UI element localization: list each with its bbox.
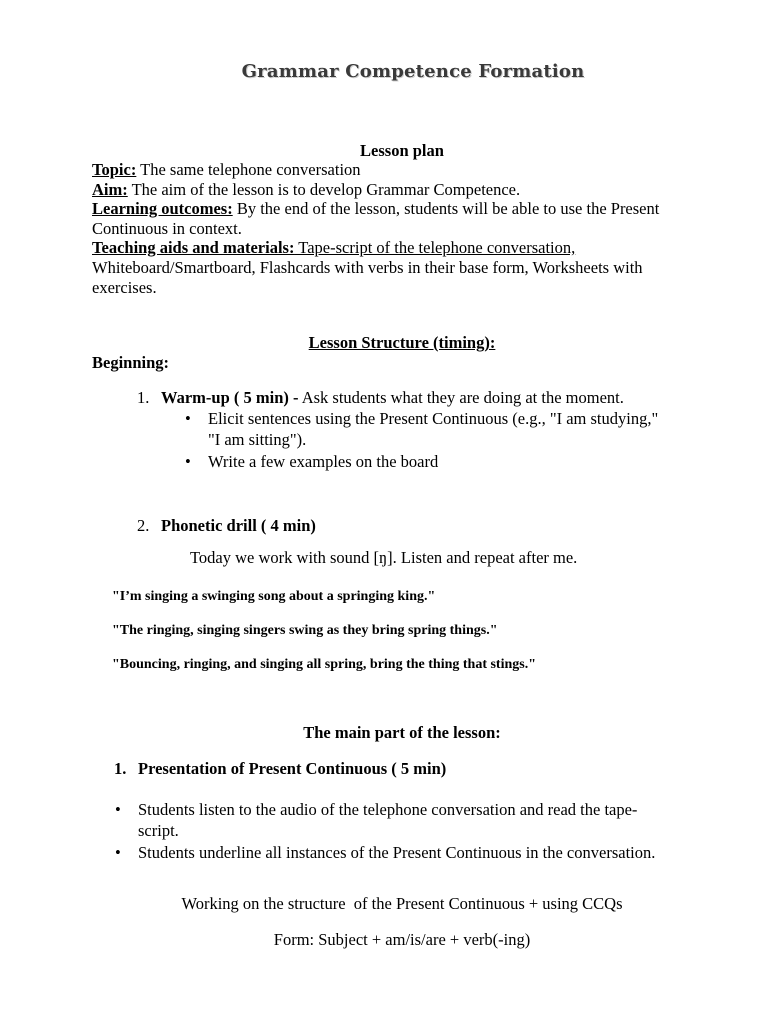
outcomes-line — [92, 199, 722, 219]
topic-label: Topic: — [92, 160, 137, 179]
form-line: Form: Subject + am/is/are + verb(-ing) — [273, 930, 531, 949]
topic-line — [92, 160, 722, 180]
main-bullet-1: Students listen to the audio of the telephone conversation and read the tape- — [138, 800, 638, 819]
outcomes-text: By the end of the lesson, students will be able to use the Present — [232, 199, 660, 218]
main-part-heading: The main part of the lesson: — [303, 723, 501, 742]
phonetic-instruction: Today we work with sound [ŋ]. Listen and repeat after me. — [190, 548, 578, 567]
warmup-bullet-1-cont: "I am sitting"). — [208, 430, 307, 449]
aids-line — [92, 238, 722, 258]
presentation-number: 1. — [114, 759, 127, 778]
bullet-icon: • — [185, 409, 191, 428]
aids-text: Tape-script of the telephone conversation, — [294, 238, 576, 257]
bullet-icon: • — [115, 800, 121, 819]
phonetic-title: Phonetic drill ( 4 min) — [161, 516, 316, 535]
main-bullet-2: Students underline all instances of the Present Continuous in the conversation. — [138, 843, 656, 862]
bullet-icon: • — [185, 452, 191, 471]
document-title: Grammar Competence Formation — [241, 61, 585, 82]
tongue-twister-3: "Bouncing, ringing, and singing all spring, bring the thing that stings." — [112, 657, 536, 672]
main-bullet-1-cont: script. — [138, 821, 179, 840]
structure-heading: Lesson Structure (timing): — [308, 333, 496, 352]
warmup-title: Warm-up ( 5 min) - — [161, 388, 299, 407]
aids-line-2: Whiteboard/Smartboard, Flashcards with verbs in their base form, Worksheets with — [92, 258, 643, 277]
tongue-twister-1: "I’m singing a swinging song about a springing king." — [112, 589, 436, 604]
beginning-label: Beginning: — [92, 353, 170, 372]
tongue-twister-2: "The ringing, singing singers swing as they bring spring things." — [112, 623, 498, 638]
outcomes-label: Learning outcomes: — [92, 199, 233, 218]
warmup-number: 1. — [137, 388, 150, 407]
outcomes-line-2: Continuous in context. — [92, 219, 242, 238]
warmup-bullet-2: Write a few examples on the board — [208, 452, 439, 471]
topic-value: The same telephone conversation — [136, 160, 361, 179]
aim-line — [92, 180, 722, 200]
lesson-plan-heading: Lesson plan — [360, 141, 444, 160]
aim-label: Aim: — [92, 180, 128, 199]
presentation-title: Presentation of Present Continuous ( 5 min) — [138, 759, 447, 778]
warmup-bullet-1: Elicit sentences using the Present Continuous (e.g., "I am studying," — [208, 409, 659, 428]
structure-line: Working on the structure of the Present Continuous + using CCQs — [181, 894, 623, 913]
phonetic-number: 2. — [137, 516, 150, 535]
warmup-line — [161, 388, 721, 408]
bullet-icon: • — [115, 843, 121, 862]
aids-line-3: exercises. — [92, 278, 157, 297]
aim-value: The aim of the lesson is to develop Grammar Competence. — [127, 180, 521, 199]
warmup-text: Ask students what they are doing at the moment. — [298, 388, 624, 407]
aids-label: Teaching aids and materials: — [92, 238, 295, 257]
